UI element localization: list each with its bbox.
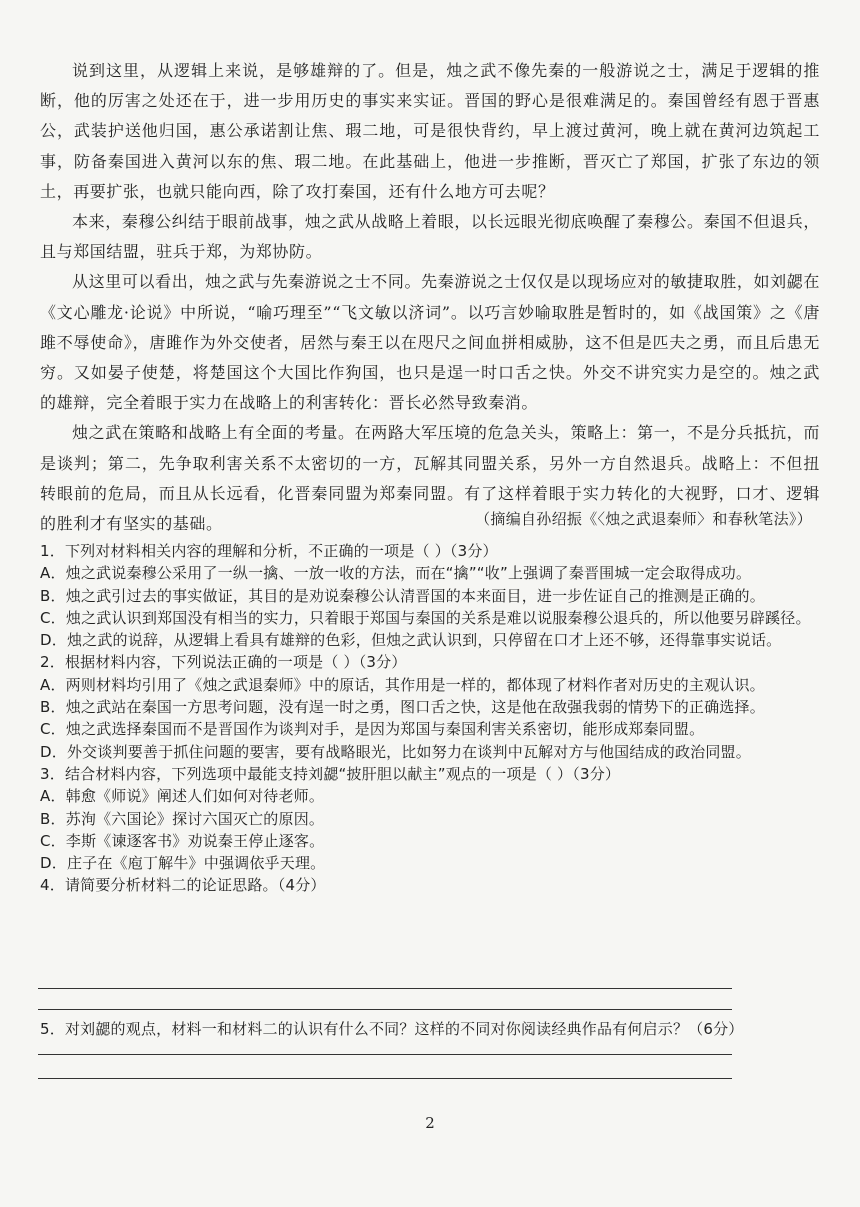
passage-paragraph: 说到这里，从逻辑上来说，是够雄辩的了。但是，烛之武不像先秦的一般游说之士，满足于逻辑的推断，他的厉害之处还在于，进一步用历史的事实来实证。晋国的野心是很难满足的。秦国曾经有恩于晋惠公，武装护送他归国，惠公承诺割让焦、瑕二地，可是很快背约，早上渡过黄河，晚上就在黄河边筑起工事，防备秦国进入黄河以东的焦、瑕二地。在此基础上，他进一步推断，晋灭亡了郑国，扩张了东边的领土，再要扩张，也就只能向西，除了攻打秦国，还有什么地方可去呢？	[40, 61, 820, 201]
answer-line[interactable]	[38, 1078, 732, 1079]
question-2-option-b: B．烛之武站在秦国一方思考问题，没有逞一时之勇，图口舌之快，这是他在敌强我弱的情势下的正确选择。	[40, 698, 765, 717]
question-1-stem: 1．下列对材料相关内容的理解和分析，不正确的一项是（ ）（3分）	[40, 542, 498, 560]
answer-line[interactable]	[38, 1054, 732, 1055]
question-1-option-a: A．烛之武说秦穆公采用了一纵一擒、一放一收的方法，而在“擒”“收”上强调了秦晋围城一定会取得成功。	[40, 564, 752, 583]
passage-paragraph: 烛之武在策略和战略上有全面的考量。在两路大军压境的危急关头，策略上：第一，不是分兵抵抗，而是谈判；第二，先争取利害关系不太密切的一方，瓦解其同盟关系，另外一方自然退兵。战略上：不但扭转眼前的危局，而且从长远看，化晋秦同盟为郑秦同盟。有了这样着眼于实力转化的大视野，口才、逻辑的胜利才有坚实的基础。	[40, 423, 820, 534]
question-5-stem: 5．对刘勰的观点，材料一和材料二的认识有什么不同？这样的不同对你阅读经典作品有何启示？（6分）	[40, 1020, 744, 1038]
reading-passage	[40, 56, 820, 539]
question-1-option-c: C．烛之武认识到郑国没有相当的实力，只着眼于郑国与秦国的关系是难以说服秦穆公退兵的，所以他要另辟蹊径。	[40, 608, 811, 627]
question-3-option-a: A．韩愈《师说》阐述人们如何对待老师。	[40, 787, 325, 806]
question-1-option-d: D．烛之武的说辞，从逻辑上看具有雄辩的色彩，但烛之武认识到，只停留在口才上还不够，还得靠事实说话。	[40, 631, 782, 650]
question-3-option-d: D．庄子在《庖丁解牛》中强调依乎天理。	[40, 854, 326, 873]
passage-paragraph: 本来，秦穆公纠结于眼前战事，烛之武从战略上着眼，以长远眼光彻底唤醒了秦穆公。秦国不但退兵，且与郑国结盟，驻兵于郑，为郑协防。	[40, 212, 820, 262]
question-list	[40, 540, 822, 897]
question-2-option-d: D．外交谈判要善于抓住问题的要害，要有战略眼光，比如努力在谈判中瓦解对方与他国结成的政治同盟。	[40, 742, 751, 761]
answer-line[interactable]	[38, 988, 732, 989]
question-2-stem: 2．根据材料内容，下列说法正确的一项是（ ）（3分）	[40, 653, 407, 672]
question-3-option-c: C．李斯《谏逐客书》劝说秦王停止逐客。	[40, 831, 325, 850]
answer-line[interactable]	[38, 1009, 732, 1010]
question-3-stem: 3．结合材料内容，下列选项中最能支持刘勰“披肝胆以献主”观点的一项是（ ）（3分）	[40, 764, 621, 783]
question-1-option-b: B．烛之武引过去的事实做证，其目的是劝说秦穆公认清晋国的本来面目，进一步佐证自己的推测是正确的。	[40, 586, 765, 605]
page-number: 2	[425, 1114, 435, 1132]
question-4-stem: 4．请简要分析材料二的论证思路。（4分）	[40, 876, 326, 895]
question-2-option-a: A．两则材料均引用了《烛之武退秦师》中的原话，其作用是一样的，都体现了材料作者对历史的主观认识。	[40, 675, 765, 694]
source-citation: （摘编自孙绍振《〈烛之武退秦师〉和春秋笔法》）	[475, 510, 812, 528]
question-3-option-b: B．苏洵《六国论》探讨六国灭亡的原因。	[40, 809, 325, 828]
passage-paragraph: 从这里可以看出，烛之武与先秦游说之士不同。先秦游说之士仅仅是以现场应对的敏捷取胜，如刘勰在《文心雕龙·论说》中所说，“喻巧理至”“飞文敏以济词”。以巧言妙喻取胜是暂时的，如《战国策》之《唐雎不辱使命》，唐雎作为外交使者，居然与秦王以在咫尺之间血拼相威胁，这不但是匹夫之勇，而且后患无穷。又如晏子使楚，将楚国这个大国比作狗国，也只是逞一时口舌之快。外交不讲究实力是空的。烛之武的雄辩，完全着眼于实力在战略上的利害转化：晋长必然导致秦消。	[40, 272, 820, 413]
question-2-option-c: C．烛之武选择秦国而不是晋国作为谈判对手，是因为郑国与秦国利害关系密切，能形成郑秦同盟。	[40, 720, 705, 739]
